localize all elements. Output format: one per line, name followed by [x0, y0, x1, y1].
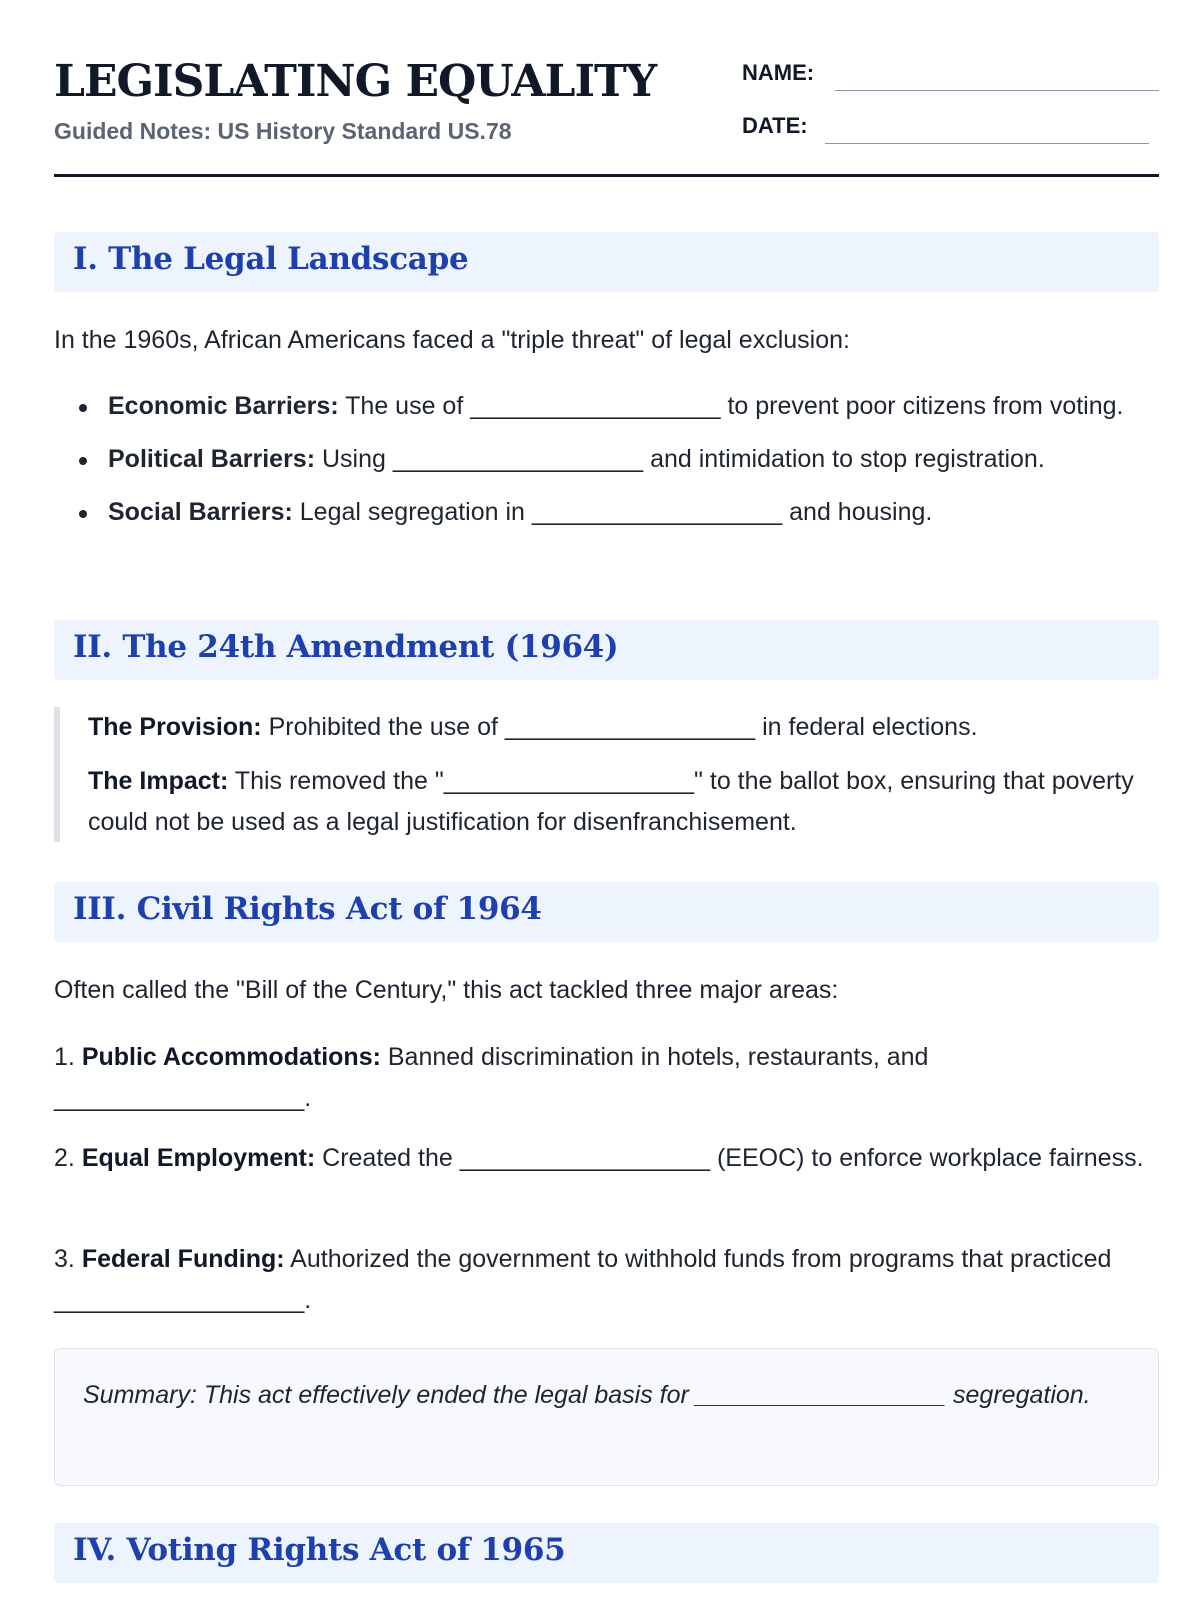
item-text: and intimidation to stop registration.: [650, 445, 1045, 473]
item-text: and housing.: [789, 498, 933, 526]
barrier-list: [54, 386, 1159, 545]
item-text: Prohibited the use of: [268, 713, 498, 741]
fill-blank[interactable]: __________________: [392, 445, 644, 473]
list-item: [54, 386, 1159, 426]
item-number: 2.: [54, 1144, 75, 1172]
header-divider: [54, 174, 1159, 177]
worksheet-header: [54, 0, 1159, 178]
fill-blank[interactable]: __________________: [695, 1381, 947, 1409]
worksheet-page: [54, 0, 1159, 1600]
summary-box: [54, 1348, 1159, 1486]
item-text: to prevent poor citizens from voting.: [727, 392, 1124, 420]
item-text: Using: [321, 445, 386, 473]
item-label: Social Barriers:: [108, 498, 293, 526]
item-text: Banned discrimination in hotels, restaurants, and: [387, 1043, 929, 1071]
item-text: Legal segregation in: [299, 498, 525, 526]
fill-blank[interactable]: __________________: [504, 713, 756, 741]
list-item: [54, 1037, 1159, 1119]
section-title: I. The Legal Landscape: [73, 241, 469, 277]
list-item: [54, 439, 1159, 479]
item-text: The use of: [345, 392, 464, 420]
fill-blank[interactable]: __________________: [443, 767, 695, 795]
summary-lead: Summary: This act effectively ended the legal basis for: [83, 1381, 689, 1409]
section-heading-1: [54, 232, 1159, 292]
name-label: NAME:: [742, 60, 815, 85]
item-text: Created the: [322, 1144, 453, 1172]
fill-blank[interactable]: __________________: [54, 1084, 305, 1112]
fill-blank[interactable]: __________________: [470, 392, 721, 420]
quote-bar: [54, 707, 60, 842]
item-label: Economic Barriers:: [108, 392, 339, 420]
item-label: The Impact:: [88, 767, 229, 795]
provision-text: [88, 707, 1159, 748]
item-text: Authorized the government to withhold funds from programs that practiced: [290, 1245, 1112, 1273]
item-number: 3.: [54, 1245, 75, 1273]
item-text: .: [304, 1084, 312, 1112]
list-item: [54, 492, 1159, 532]
impact-text: [88, 761, 1159, 843]
item-text: (EEOC) to enforce workplace fairness.: [716, 1144, 1144, 1172]
summary-text: [83, 1375, 1123, 1416]
item-label: Equal Employment:: [81, 1144, 316, 1172]
section-heading-2: [54, 620, 1159, 680]
section-heading-4: [54, 1523, 1159, 1583]
section-heading-3: [54, 882, 1159, 942]
name-field[interactable]: [835, 90, 1159, 91]
item-label: Federal Funding:: [81, 1245, 285, 1273]
page-title: LEGISLATING EQUALITY: [54, 56, 657, 107]
fill-blank[interactable]: __________________: [459, 1144, 711, 1172]
item-label: Political Barriers:: [108, 445, 316, 473]
page-subtitle: Guided Notes: US History Standard US.78: [54, 118, 512, 144]
item-text: " to the ballot box, ensuring that poverty could not be used as a legal justification for disenfranchisement.: [88, 767, 1134, 836]
section-title: III. Civil Rights Act of 1964: [73, 891, 542, 927]
list-item: [54, 1138, 1159, 1179]
section-3-intro: Often called the "Bill of the Century," this act tackled three major areas:: [54, 976, 839, 1004]
fill-blank[interactable]: __________________: [531, 498, 783, 526]
item-text: in federal elections.: [762, 713, 978, 741]
item-label: The Provision:: [88, 713, 262, 741]
section-title: II. The 24th Amendment (1964): [73, 629, 619, 665]
item-number: 1.: [54, 1043, 75, 1071]
list-item: [54, 1239, 1159, 1321]
date-label: DATE:: [742, 113, 808, 138]
summary-tail: segregation.: [953, 1381, 1091, 1409]
date-field[interactable]: [825, 143, 1149, 144]
fill-blank[interactable]: __________________: [54, 1286, 305, 1314]
item-label: Public Accommodations:: [81, 1043, 381, 1071]
item-text: This removed the ": [234, 767, 444, 795]
section-1-intro: In the 1960s, African Americans faced a "triple threat" of legal exclusion:: [54, 326, 850, 354]
section-title: IV. Voting Rights Act of 1965: [73, 1532, 566, 1568]
item-text: .: [304, 1286, 312, 1314]
